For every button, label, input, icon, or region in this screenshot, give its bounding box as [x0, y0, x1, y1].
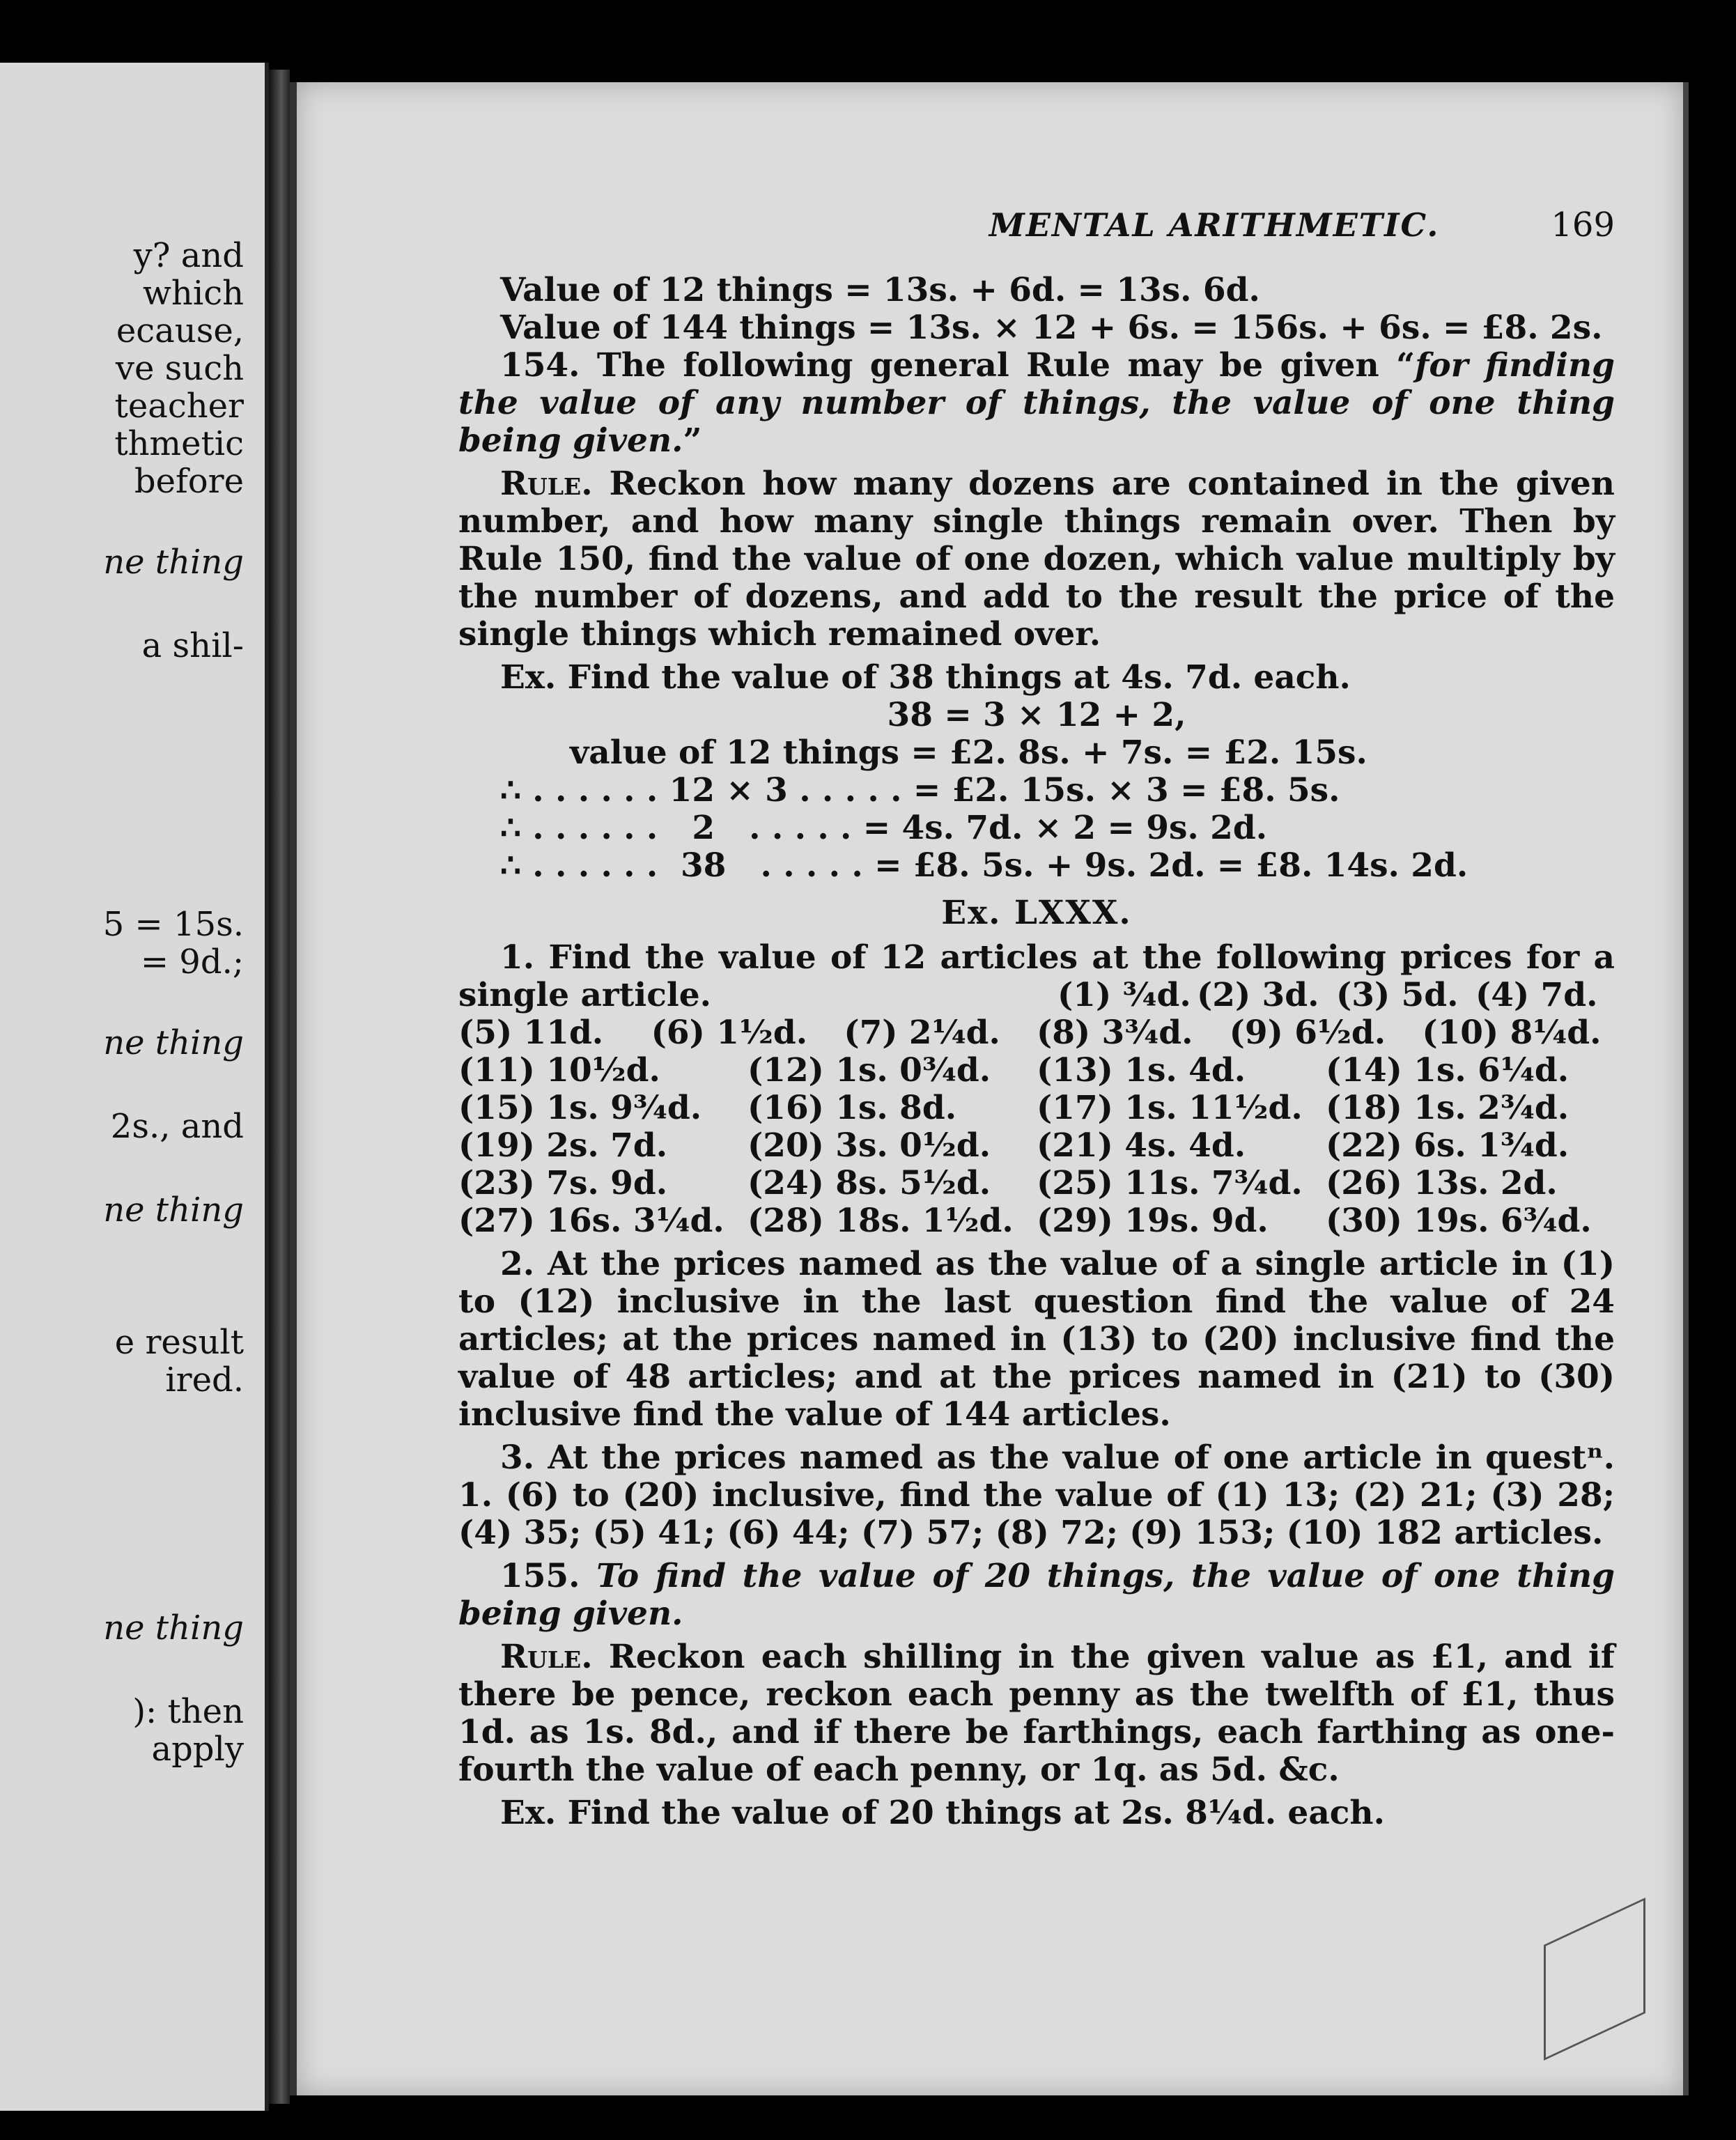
facing-page-text: ne thing [103, 543, 244, 582]
price-item: (8) 3¾d. [1036, 1014, 1193, 1052]
para-number: 155. [500, 1557, 580, 1595]
price-item: (13) 1s. 4d. [1037, 1051, 1246, 1090]
price-item: (28) 18s. 1½d. [747, 1202, 1014, 1240]
facing-page-fragment [0, 63, 269, 2111]
running-header [458, 206, 1615, 256]
para-italic: for finding the value of any number of things, the value of one thing being given. [458, 346, 1615, 460]
facing-page-text: ecause, [116, 311, 244, 350]
rule-label: Rule. [500, 465, 593, 503]
calc-line-2: value of 12 things = £2. 8s. + 7s. = £2. 15s. [570, 734, 1367, 772]
facing-page-text: before [134, 462, 244, 501]
price-item: (10) 8¼d. [1422, 1014, 1602, 1052]
facing-page-text: 5 = 15s. [102, 905, 244, 944]
facing-page-text: ve such [115, 349, 244, 388]
price-item: (25) 11s. 7¾d. [1037, 1164, 1303, 1202]
facing-page-text: ired. [165, 1360, 244, 1399]
question-1-row [458, 1090, 1615, 1127]
page-number: 169 [1551, 206, 1615, 245]
facing-page-text: ne thing [103, 1191, 244, 1230]
price-item: (2) 3d. [1197, 976, 1319, 1014]
example-text: Find the value of 20 things at 2s. 8¼d. each. [567, 1794, 1385, 1832]
price-item: (19) 2s. 7d. [458, 1126, 668, 1165]
price-item: (21) 4s. 4d. [1037, 1126, 1246, 1165]
question-1-row [458, 1202, 1615, 1240]
question-1-row [458, 1052, 1615, 1090]
question-1-row [458, 1165, 1615, 1202]
price-item: (15) 1s. 9¾d. [458, 1089, 702, 1127]
calc-line-3: ∴ . . . . . . 12 × 3 . . . . . = £2. 15s. × 3 = £8. 5s. [500, 771, 1340, 809]
para-number: 154. [500, 346, 580, 385]
example-paragraph-155 [458, 1794, 1615, 1832]
price-item: (17) 1s. 11½d. [1037, 1089, 1303, 1127]
facing-page-text: ne thing [103, 1023, 244, 1062]
price-item: (12) 1s. 0¾d. [747, 1051, 991, 1090]
facing-page-text: = 9d.; [140, 943, 244, 982]
price-item: (30) 19s. 6¾d. [1326, 1202, 1592, 1240]
exercise-heading: Ex. LXXX. [941, 894, 1132, 932]
price-item: (7) 2¼d. [844, 1014, 1000, 1052]
question-1-intro: 1. Find the value of 12 articles at the following prices for a single article. [458, 938, 1615, 1014]
question-3: 3. At the prices named as the value of one article in questⁿ. 1. (6) to (20) inclusive, find the value of (1) 13; (2) 21; (3) 28; (4) 35; (5) 41; (6) 44; (7) 57; (8) 72; (9) 153; (10) 182 articles. [458, 1439, 1615, 1552]
price-item: (4) 7d. [1475, 976, 1598, 1014]
para-italic: To find the value of 20 things, the value of one thing being given. [458, 1557, 1615, 1633]
price-item: (18) 1s. 2¾d. [1326, 1089, 1570, 1127]
paragraph-154 [458, 347, 1615, 460]
page-corner-fold [1544, 1898, 1645, 2061]
para-text: The following general Rule may be given “ [596, 346, 1416, 385]
para-close-quote: ” [683, 421, 702, 460]
value-12-line: Value of 12 things = 13s. + 6d. = 13s. 6d. [500, 271, 1260, 309]
value-144-line: Value of 144 things = 13s. × 12 + 6s. = 156s. + 6s. = £8. 2s. [500, 309, 1603, 347]
question-2: 2. At the prices named as the value of a single article in (1) to (12) inclusive in the last question find the value of 24 articles; at the prices named in (13) to (20) inclusive find the value of 48 articles; and at the prices named in (21) to (30) inclusive find the value of 144 articles. [458, 1245, 1615, 1434]
price-item: (29) 19s. 9d. [1037, 1202, 1269, 1240]
facing-page-text: apply [151, 1730, 244, 1769]
facing-page-text: 2s., and [110, 1107, 244, 1146]
price-item: (26) 13s. 2d. [1326, 1164, 1558, 1202]
calc-line-4: ∴ . . . . . . 2 . . . . . = 4s. 7d. × 2 = 9s. 2d. [500, 809, 1268, 847]
facing-page-text: which [142, 274, 244, 313]
question-1-row [1057, 977, 1615, 1014]
rule-label: Rule. [500, 1638, 593, 1676]
rule-paragraph [458, 465, 1615, 653]
price-item: (24) 8s. 5½d. [747, 1164, 991, 1202]
price-item: (6) 1½d. [651, 1014, 808, 1052]
facing-page-text: teacher [114, 387, 244, 426]
example-paragraph [458, 659, 1615, 697]
paragraph-155 [458, 1558, 1615, 1633]
book-page [290, 82, 1689, 2095]
facing-page-text: a shil- [141, 626, 244, 665]
price-item: (23) 7s. 9d. [458, 1164, 668, 1202]
calc-line-1: 38 = 3 × 12 + 2, [887, 696, 1186, 734]
price-item: (3) 5d. [1336, 976, 1459, 1014]
facing-page-text: e result [114, 1323, 244, 1362]
facing-page-text: ne thing [103, 1608, 244, 1647]
facing-page-text: y? and [133, 236, 244, 275]
question-1-row [458, 1127, 1615, 1165]
example-text: Find the value of 38 things at 4s. 7d. each. [567, 658, 1351, 697]
example-label: Ex. [500, 658, 557, 697]
running-title: MENTAL ARITHMETIC. [989, 206, 1440, 244]
rule-paragraph-155 [458, 1638, 1615, 1789]
facing-page-text: ): then [132, 1692, 244, 1731]
price-item: (9) 6½d. [1229, 1014, 1386, 1052]
price-item: (5) 11d. [458, 1014, 604, 1052]
example-label: Ex. [500, 1794, 557, 1832]
book-gutter [269, 70, 290, 2104]
rule-text: Reckon each shilling in the given value as £1, and if there be pence, reckon each penny as the twelfth of £1, thus 1d. as 1s. 8d., and if there be farthings, each farthing as one-fourth the value of each penny, or 1q. as 5d. &c. [458, 1638, 1615, 1789]
page-text-column [458, 206, 1615, 1832]
calc-line-5: ∴ . . . . . . 38 . . . . . = £8. 5s. + 9s. 2d. = £8. 14s. 2d. [500, 846, 1468, 885]
question-1-row [458, 1014, 1615, 1052]
price-item: (14) 1s. 6¼d. [1326, 1051, 1570, 1090]
price-item: (27) 16s. 3¼d. [458, 1202, 724, 1240]
price-item: (20) 3s. 0½d. [747, 1126, 991, 1165]
price-item: (11) 10½d. [458, 1051, 660, 1090]
price-item: (1) ¾d. [1057, 976, 1191, 1014]
facing-page-text: thmetic [114, 424, 244, 463]
price-item: (22) 6s. 1¾d. [1326, 1126, 1570, 1165]
rule-text: Reckon how many dozens are contained in the given number, and how many single things remain over. Then by Rule 150, find the value of one dozen, which value multiply by the number of dozens, and add to the result the price of the single things which remained over. [458, 465, 1615, 653]
price-item: (16) 1s. 8d. [747, 1089, 957, 1127]
